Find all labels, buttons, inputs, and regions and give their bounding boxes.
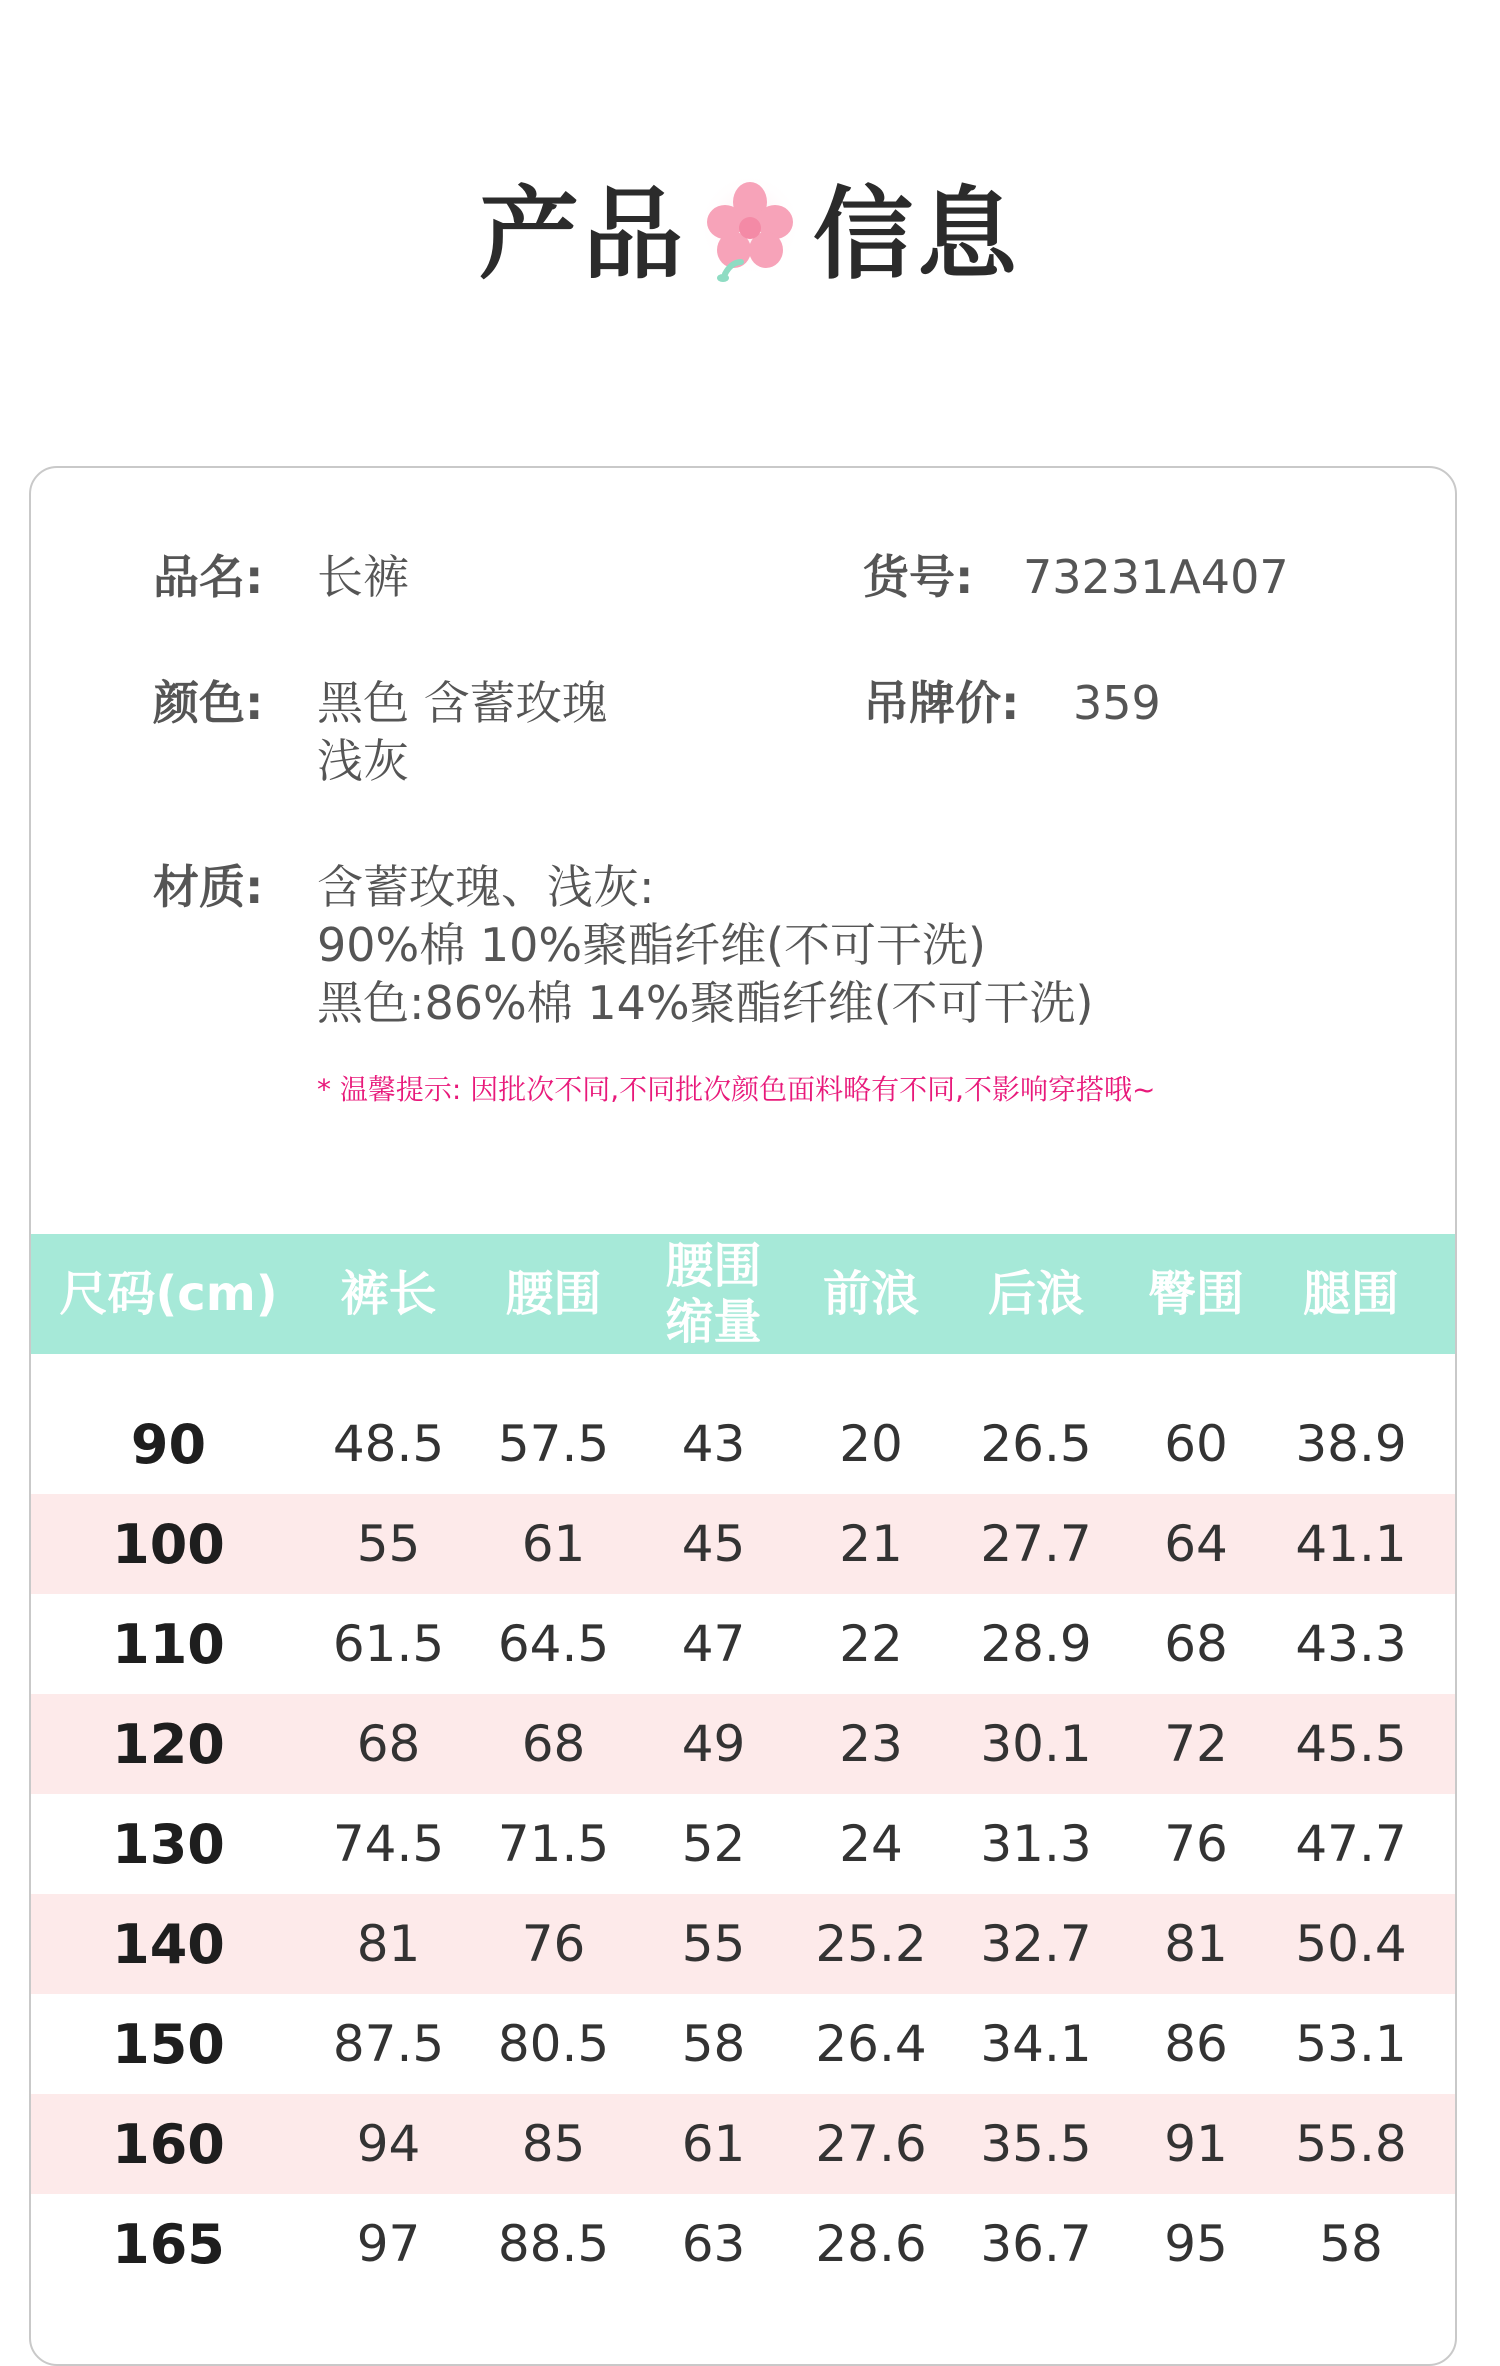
- name-value: 长裤: [317, 550, 409, 604]
- flower-icon: [695, 170, 805, 300]
- table-cell: 88.5: [497, 2215, 610, 2273]
- table-cell: 43.3: [1295, 1615, 1407, 1673]
- table-cell: 48.5: [332, 1415, 445, 1473]
- size-cell: 110: [112, 1612, 225, 1676]
- header-waist-shrink-line-2: 缩量: [665, 1294, 762, 1350]
- table-cell: 38.9: [1295, 1415, 1407, 1473]
- table-cell: 25.2: [815, 1915, 927, 1973]
- table-cell: 22: [839, 1615, 903, 1673]
- table-cell: 85: [521, 2115, 586, 2173]
- header-hip: 臀围: [1147, 1266, 1244, 1322]
- table-row: [31, 1494, 1457, 1594]
- table-cell: 43: [681, 1415, 746, 1473]
- table-row: [31, 1594, 1457, 1694]
- header-pants-length: 裤长: [340, 1266, 437, 1322]
- header-size: 尺码(cm): [59, 1266, 278, 1322]
- table-cell: 81: [356, 1915, 421, 1973]
- table-cell: 74.5: [332, 1815, 445, 1873]
- table-cell: 27.7: [980, 1515, 1092, 1573]
- page-title-left: 产品: [479, 176, 687, 293]
- material-label: 材质:: [153, 860, 264, 914]
- table-cell: 58: [681, 2015, 746, 2073]
- table-cell: 68: [521, 1715, 586, 1773]
- table-row: [31, 1894, 1457, 1994]
- table-cell: 20: [839, 1415, 903, 1473]
- size-cell: 140: [112, 1912, 225, 1976]
- table-row: [31, 2094, 1457, 2194]
- table-cell: 71.5: [497, 1815, 610, 1873]
- table-cell: 31.3: [980, 1815, 1092, 1873]
- table-cell: 34.1: [980, 2015, 1092, 2073]
- table-cell: 57.5: [497, 1415, 610, 1473]
- material-line-2: 90%棉 10%聚酯纤维(不可干洗): [317, 918, 986, 972]
- price-label: 吊牌价:: [863, 676, 1020, 730]
- table-row: [31, 1994, 1457, 2094]
- table-cell: 23: [839, 1715, 903, 1773]
- table-cell: 35.5: [980, 2115, 1092, 2173]
- table-cell: 72: [1164, 1715, 1228, 1773]
- table-cell: 81: [1164, 1915, 1228, 1973]
- header-front-rise: 前浪: [822, 1266, 919, 1322]
- table-cell: 58: [1319, 2215, 1383, 2273]
- table-cell: 61.5: [332, 1615, 445, 1673]
- table-cell: 63: [681, 2215, 746, 2273]
- table-cell: 24: [839, 1815, 903, 1873]
- table-cell: 80.5: [497, 2015, 610, 2073]
- material-line-3: 黑色:86%棉 14%聚酯纤维(不可干洗): [317, 976, 1094, 1030]
- table-cell: 28.9: [980, 1615, 1092, 1673]
- table-row: [31, 2194, 1457, 2294]
- table-cell: 94: [356, 2115, 421, 2173]
- table-cell: 21: [839, 1515, 903, 1573]
- table-cell: 76: [521, 1915, 586, 1973]
- size-table-header: [31, 1234, 1457, 1354]
- color-line-2: 浅灰: [317, 734, 409, 788]
- table-cell: 55: [681, 1915, 746, 1973]
- table-cell: 76: [1164, 1815, 1228, 1873]
- color-line-1: 黑色 含蓄玫瑰: [317, 676, 608, 730]
- table-row: [31, 1694, 1457, 1794]
- table-row: [31, 1794, 1457, 1894]
- table-cell: 41.1: [1295, 1515, 1407, 1573]
- table-row: [31, 1354, 1457, 1494]
- size-cell: 100: [112, 1512, 225, 1576]
- table-cell: 86: [1164, 2015, 1228, 2073]
- size-cell: 120: [112, 1712, 225, 1776]
- material-line-1: 含蓄玫瑰、浅灰:: [317, 860, 655, 914]
- table-cell: 32.7: [980, 1915, 1092, 1973]
- table-cell: 30.1: [980, 1715, 1092, 1773]
- table-cell: 45.5: [1295, 1715, 1407, 1773]
- sku-label: 货号:: [863, 550, 974, 604]
- table-cell: 87.5: [332, 2015, 445, 2073]
- header-back-rise: 后浪: [987, 1266, 1084, 1322]
- sku-value: 73231A407: [1023, 550, 1289, 604]
- table-cell: 49: [681, 1715, 746, 1773]
- table-cell: 47: [681, 1615, 746, 1673]
- table-cell: 27.6: [815, 2115, 927, 2173]
- table-cell: 64.5: [497, 1615, 610, 1673]
- table-cell: 26.5: [980, 1415, 1092, 1473]
- table-cell: 53.1: [1295, 2015, 1407, 2073]
- table-cell: 52: [681, 1815, 746, 1873]
- header-waist-shrink: [636, 1238, 791, 1350]
- table-cell: 61: [521, 1515, 586, 1573]
- table-cell: 55: [356, 1515, 421, 1573]
- table-cell: 28.6: [815, 2215, 927, 2273]
- table-cell: 45: [681, 1515, 746, 1573]
- table-cell: 50.4: [1295, 1915, 1407, 1973]
- table-cell: 97: [356, 2215, 421, 2273]
- color-label: 颜色:: [153, 676, 264, 730]
- warm-tip: * 温馨提示: 因批次不同,不同批次颜色面料略有不同,不影响穿搭哦~: [317, 1073, 1156, 1106]
- table-cell: 26.4: [815, 2015, 927, 2073]
- table-cell: 61: [681, 2115, 746, 2173]
- page-title: [0, 160, 1500, 310]
- size-cell: 130: [112, 1812, 225, 1876]
- name-label: 品名:: [153, 550, 264, 604]
- table-cell: 64: [1164, 1515, 1228, 1573]
- table-cell: 95: [1164, 2215, 1228, 2273]
- header-waist: 腰围: [505, 1266, 602, 1322]
- size-cell: 150: [112, 2012, 225, 2076]
- size-cell: 90: [130, 1412, 207, 1476]
- header-waist-shrink-line-1: 腰围: [665, 1238, 762, 1294]
- header-thigh: 腿围: [1302, 1266, 1399, 1322]
- product-info-card: [29, 466, 1457, 2366]
- table-cell: 36.7: [980, 2215, 1092, 2273]
- color-value: [317, 674, 608, 790]
- table-cell: 68: [1164, 1615, 1228, 1673]
- table-cell: 47.7: [1295, 1815, 1407, 1873]
- price-value: 359: [1073, 676, 1161, 730]
- table-cell: 55.8: [1295, 2115, 1407, 2173]
- table-cell: 68: [356, 1715, 421, 1773]
- page-title-right: 信息: [813, 176, 1021, 293]
- size-cell: 165: [112, 2212, 225, 2276]
- size-cell: 160: [112, 2112, 225, 2176]
- size-table-body: [31, 1354, 1457, 2294]
- material-value: [317, 858, 1094, 1032]
- table-cell: 91: [1164, 2115, 1228, 2173]
- table-cell: 60: [1164, 1415, 1228, 1473]
